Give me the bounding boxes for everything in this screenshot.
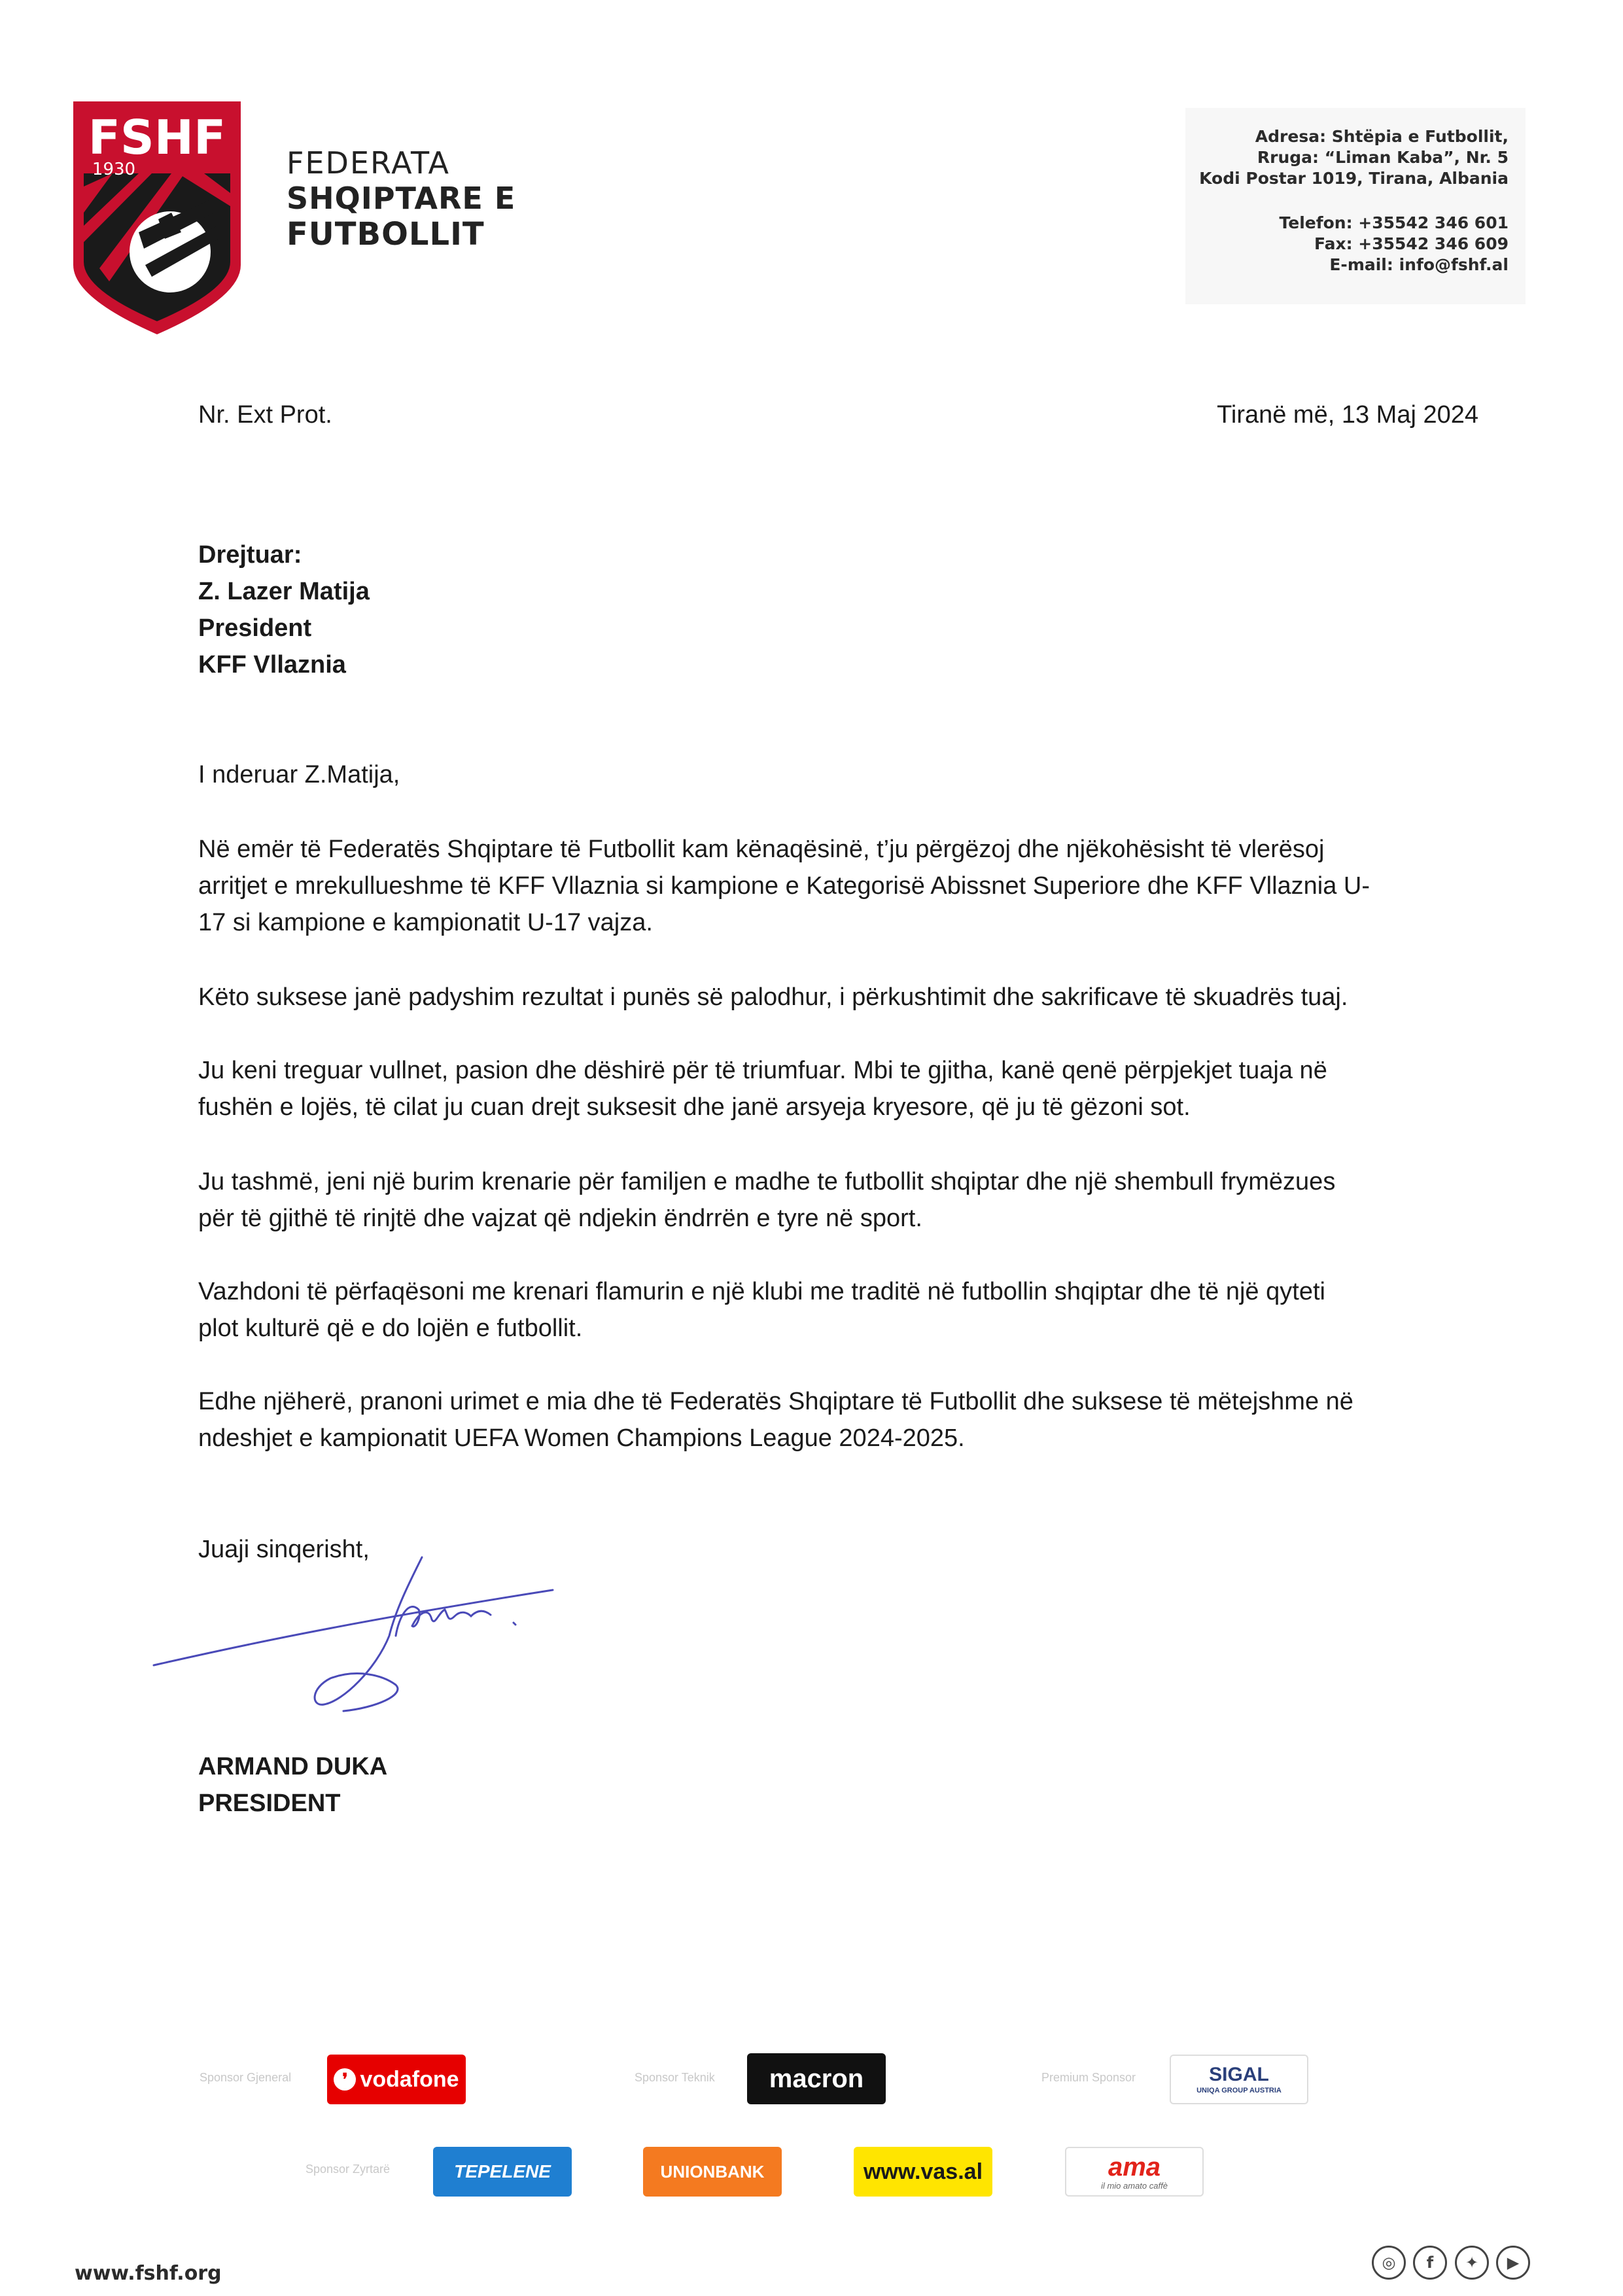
vodafone-logo-text: vodafone <box>360 2066 459 2092</box>
paragraph-2 <box>198 979 1480 1016</box>
unionbank-logo: UNIONBANK <box>643 2147 782 2197</box>
recipient-label: Drejtuar: <box>198 541 302 569</box>
paragraph-line: për të gjithë të rinjtë dhe vajzat që ndjekin ëndrrën e tyre në sport. <box>198 1205 922 1232</box>
email-address: E-mail: info@fshf.al <box>1329 255 1509 274</box>
vodafone-speechmark-icon: ❜ <box>334 2068 356 2091</box>
address-line2: Rruga: “Liman Kaba”, Nr. 5 <box>1257 148 1509 167</box>
salutation: I nderuar Z.Matija, <box>198 761 400 788</box>
signer-name: ARMAND DUKA <box>198 1753 388 1780</box>
paragraph-line: Edhe njëherë, pranoni urimet e mia dhe të Federatës Shqiptare të Futbollit dhe suksese të mëtejshme në <box>198 1388 1353 1415</box>
paragraph-line: Në emër të Federatës Shqiptare të Futbollit kam kënaqësinë, t’ju përgëzoj dhe njëkohësisht të vlerësoj <box>198 836 1325 863</box>
paragraph-line: Vazhdoni të përfaqësoni me krenari flamurin e një klubi me traditë në futbollin shqiptar dhe të një qyteti <box>198 1278 1325 1305</box>
signer-title: PRESIDENT <box>198 1790 341 1817</box>
paragraph-4 <box>198 1163 1480 1237</box>
paragraph-line: Ju keni treguar vullnet, pasion dhe dëshirë për të triumfuar. Mbi te gjitha, kanë qenë përpjekjet tuaja në <box>198 1057 1327 1084</box>
handwritten-signature <box>147 1544 566 1714</box>
address-line3: Kodi Postar 1019, Tirana, Albania <box>1199 169 1509 188</box>
sponsor-label-zyrtare: Sponsor Zyrtarë <box>305 2163 391 2176</box>
signer-block <box>198 1748 387 1822</box>
sponsor-label-teknik: Sponsor Teknik <box>635 2071 715 2084</box>
sigal-logo <box>1170 2055 1308 2104</box>
vas-logo: www.vas.al <box>854 2147 992 2197</box>
address-line1: Adresa: Shtëpia e Futbollit, <box>1255 127 1509 146</box>
ama-logo-text: ama <box>1108 2152 1161 2181</box>
twitter-icon[interactable]: ✦ <box>1455 2246 1489 2280</box>
recipient-block <box>198 537 370 683</box>
address-block <box>1185 108 1526 304</box>
paragraph-line: Këto suksese janë padyshim rezultat i punës së palodhur, i përkushtimit dhe sakrificave të skuadrës tuaj. <box>198 983 1348 1011</box>
paragraph-3 <box>198 1052 1480 1125</box>
phone-number: Telefon: +35542 346 601 <box>1279 213 1509 232</box>
letter-date: Tiranë më, 13 Maj 2024 <box>1217 401 1478 429</box>
vodafone-logo <box>327 2055 466 2104</box>
paragraph-1 <box>198 831 1480 941</box>
macron-logo: macron <box>747 2053 886 2104</box>
federation-name-line1: FEDERATA <box>287 145 450 181</box>
closing: Juaji sinqerisht, <box>198 1536 370 1563</box>
paragraph-line: 17 si kampione e kampionatit U-17 vajza. <box>198 909 653 936</box>
sigal-logo-text: SIGAL <box>1209 2063 1269 2085</box>
paragraph-line: plot kulturë që e do lojën e futbollit. <box>198 1315 583 1342</box>
reference-number: Nr. Ext Prot. <box>198 401 332 429</box>
website-link[interactable]: www.fshf.org <box>75 2262 222 2285</box>
recipient-club: KFF Vllaznia <box>198 651 346 679</box>
sigal-logo-subtext: UNIQA GROUP AUSTRIA <box>1196 2086 1282 2094</box>
paragraph-6 <box>198 1383 1480 1457</box>
tepelene-logo: TEPELENE <box>433 2147 572 2197</box>
fshf-logo <box>73 101 241 334</box>
sponsor-label-premium: Premium Sponsor <box>1041 2071 1136 2084</box>
logo-year: 1930 <box>92 160 136 179</box>
facebook-icon[interactable]: f <box>1413 2246 1447 2280</box>
paragraph-5 <box>198 1273 1480 1347</box>
paragraph-line: fushën e lojës, të cilat ju cuan drejt suksesit dhe janë arsyeja kryesore, që ju të gëzoni sot. <box>198 1093 1191 1121</box>
instagram-icon[interactable]: ◎ <box>1372 2246 1406 2280</box>
youtube-icon[interactable]: ▶ <box>1496 2246 1530 2280</box>
recipient-title: President <box>198 614 312 642</box>
paragraph-line: Ju tashmë, jeni një burim krenarie për familjen e madhe te futbollit shqiptar dhe një shembull frymëzues <box>198 1168 1336 1195</box>
logo-text: FSHF <box>88 110 226 165</box>
paragraph-line: ndeshjet e kampionatit UEFA Women Champions League 2024-2025. <box>198 1424 965 1452</box>
federation-name-line2: SHQIPTARE E <box>287 181 516 216</box>
federation-name-line3: FUTBOLLIT <box>287 216 485 253</box>
recipient-name: Z. Lazer Matija <box>198 578 370 605</box>
sponsor-label-general: Sponsor Gjeneral <box>200 2071 292 2084</box>
ama-logo <box>1065 2147 1204 2197</box>
fax-number: Fax: +35542 346 609 <box>1314 234 1509 253</box>
paragraph-line: arritjet e mrekullueshme të KFF Vllaznia si kampione e Kategorisë Abissnet Superiore dhe KFF Vllaznia U- <box>198 872 1370 900</box>
ama-logo-subtext: il mio amato caffè <box>1101 2180 1168 2191</box>
